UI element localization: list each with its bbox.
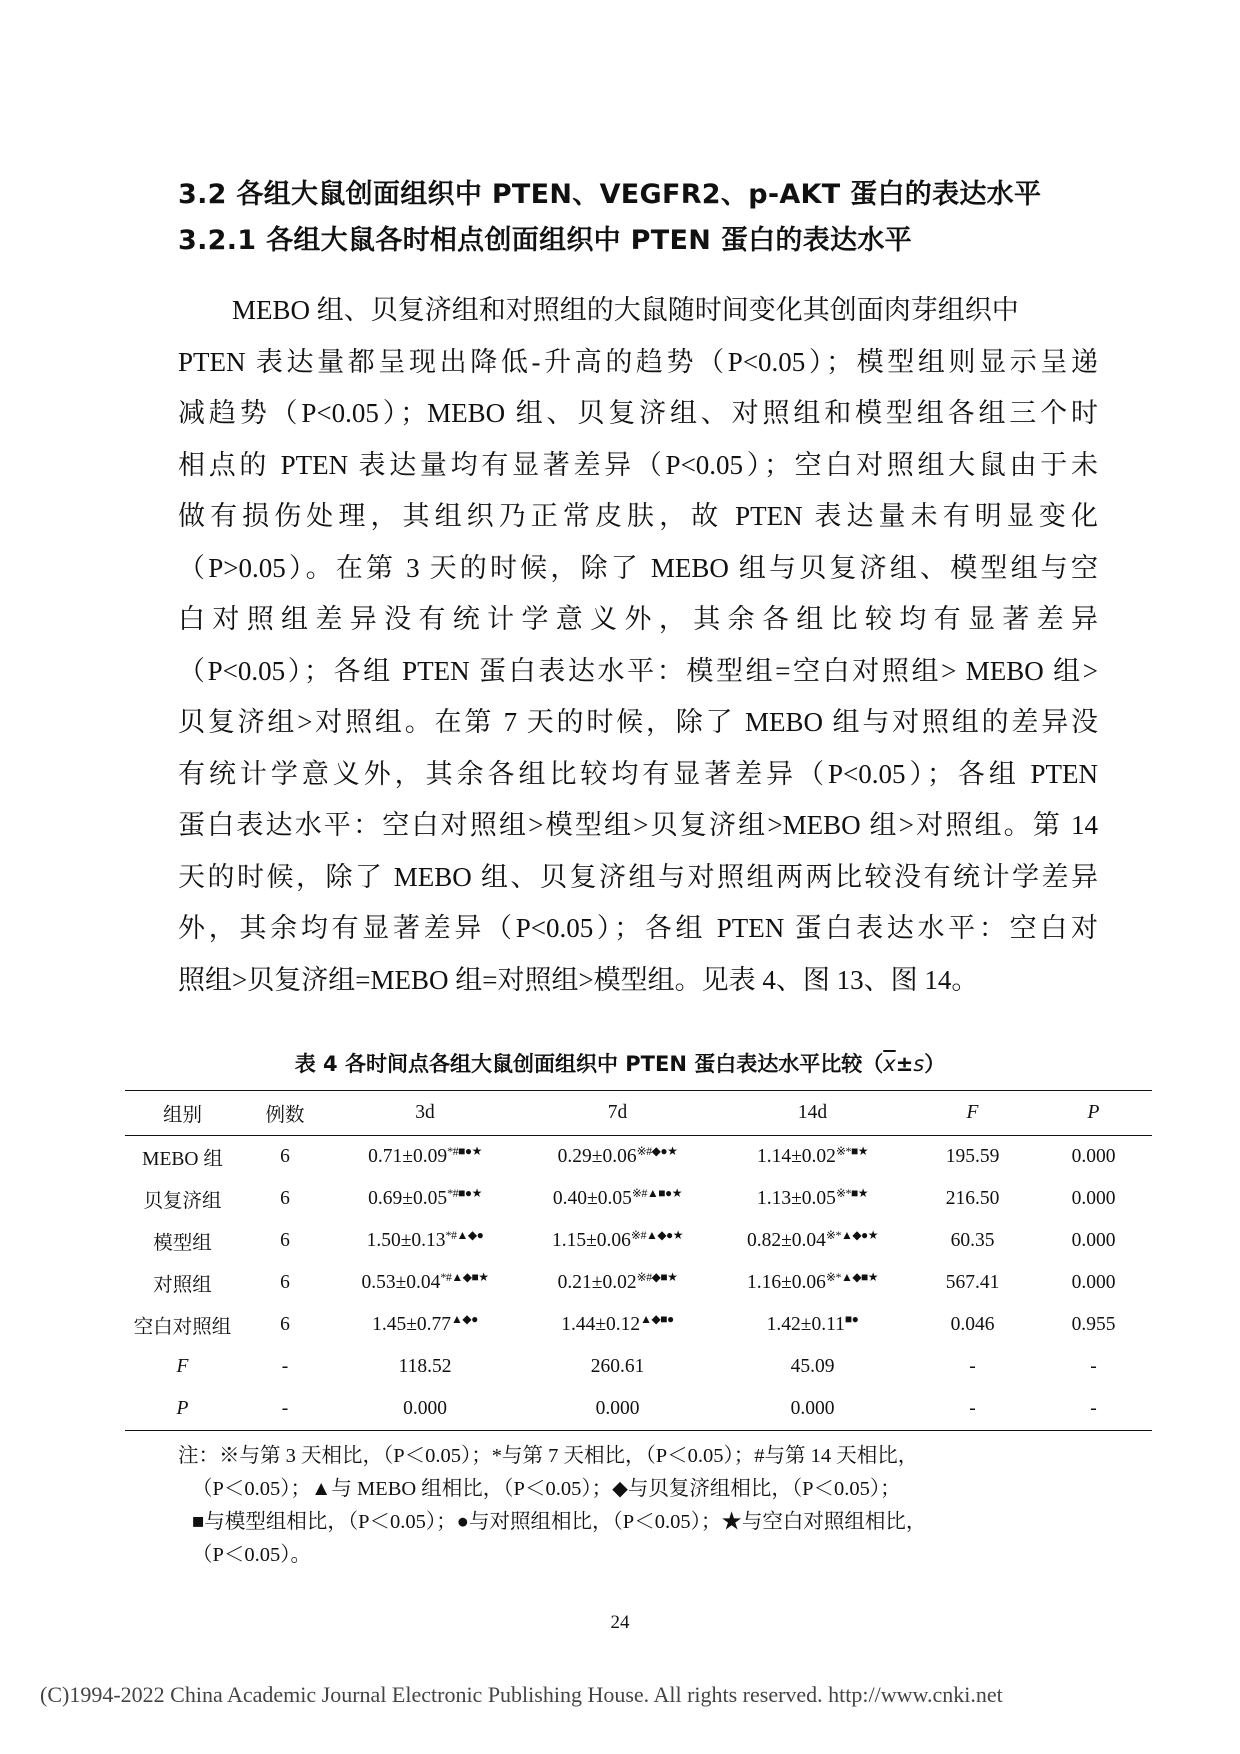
cell-group: 空白对照组 <box>133 1317 232 1338</box>
cell-p: 0.000 <box>1071 1146 1116 1167</box>
cell-row-label: F <box>176 1356 189 1377</box>
cell-n: 6 <box>280 1314 290 1335</box>
caption-text: 表 4 各时间点各组大鼠创面组织中 PTEN 蛋白表达水平比较（ <box>294 1052 884 1076</box>
footnote-line: （P＜0.05）。 <box>192 1544 312 1566</box>
significance-marks: ※#▲◆●★ <box>630 1228 684 1242</box>
cell-3d <box>330 1178 520 1220</box>
cell-n: 6 <box>280 1146 290 1167</box>
cell-n: 6 <box>280 1230 290 1251</box>
cell-value: 0.82±0.04 <box>746 1230 826 1251</box>
significance-marks: ※*■★ <box>835 1144 868 1158</box>
cell-group: 贝复济组 <box>143 1191 222 1212</box>
cell-value: 0.29±0.06 <box>557 1146 637 1167</box>
paragraph-line: 相点的 PTEN 表达量均有显著差异（P<0.05）；空白对照组大鼠由于未 <box>178 449 1098 480</box>
cell-p: 0.000 <box>1071 1272 1116 1293</box>
header-3d: 3d <box>330 1091 520 1136</box>
cell-7d <box>520 1178 715 1220</box>
cell-value: 1.44±0.12 <box>561 1314 641 1335</box>
cell-7d <box>520 1262 715 1304</box>
significance-marks: *#■●★ <box>447 1144 482 1158</box>
cell-14d <box>715 1220 910 1262</box>
cell-3d: 118.52 <box>398 1356 452 1377</box>
cell-value: 1.50±0.13 <box>366 1230 446 1251</box>
cell-f: 0.046 <box>950 1314 995 1335</box>
significance-marks: ※*▲◆■★ <box>825 1270 879 1284</box>
cell-n: - <box>281 1356 289 1377</box>
cell-7d: 260.61 <box>590 1356 645 1377</box>
cell-3d: 0.000 <box>330 1388 520 1431</box>
table-row-p-value <box>125 1388 1152 1431</box>
cell-value: 1.14±0.02 <box>756 1146 836 1167</box>
paragraph-line: 照组>贝复济组=MEBO 组=对照组>模型组。见表 4、图 13、图 14。 <box>178 964 979 995</box>
cell-row-label: P <box>125 1388 240 1431</box>
cell-value: 1.42±0.11 <box>766 1314 845 1335</box>
significance-marks: *#▲◆■★ <box>440 1270 489 1284</box>
results-paragraph <box>178 285 1098 1006</box>
caption-sd-symbol: s <box>913 1052 925 1076</box>
significance-marks: *#■●★ <box>447 1186 482 1200</box>
significance-marks: ■● <box>844 1312 859 1326</box>
cell-14d <box>715 1178 910 1220</box>
cell-value: 0.40±0.05 <box>552 1188 632 1209</box>
header-14d: 14d <box>715 1091 910 1136</box>
table-row-f-statistic <box>125 1346 1152 1388</box>
cell-value: 0.71±0.09 <box>368 1146 448 1167</box>
table-row <box>125 1178 1152 1220</box>
significance-marks: ※#▲■●★ <box>631 1186 683 1200</box>
caption-close: ） <box>924 1052 946 1076</box>
cell-value: 0.53±0.04 <box>361 1272 441 1293</box>
header-p: P <box>1035 1091 1152 1136</box>
paragraph-line: 外，其余均有显著差异（P<0.05）；各组 PTEN 蛋白表达水平：空白对 <box>178 913 1098 943</box>
paragraph-line: PTEN 表达量都呈现出降低-升高的趋势（P<0.05）；模型组则显示呈递 <box>178 346 1098 377</box>
footnote-line: （P＜0.05）；▲与 MEBO 组相比，（P＜0.05）；◆与贝复济组相比，（P＜0.05）； <box>192 1478 901 1500</box>
paragraph-line: （P<0.05）；各组 PTEN 蛋白表达水平：模型组=空白对照组> MEBO 组> <box>178 655 1098 686</box>
table-footnote <box>178 1440 1113 1572</box>
subsection-heading-3-2-1: 3.2.1 各组大鼠各时相点创面组织中 PTEN 蛋白的表达水平 <box>178 225 912 256</box>
cell-value: 1.13±0.05 <box>756 1188 836 1209</box>
cell-7d: 0.000 <box>520 1388 715 1431</box>
paragraph-line: 白对照组差异没有统计学意义外，其余各组比较均有显著差异 <box>178 604 1098 634</box>
cell-n: - <box>240 1388 330 1431</box>
cell-p: 0.000 <box>1071 1230 1116 1251</box>
pten-expression-table <box>125 1090 1152 1431</box>
table-header-row <box>125 1091 1152 1136</box>
cell-7d <box>520 1220 715 1262</box>
table-row <box>125 1220 1152 1262</box>
cell-value: 1.15±0.06 <box>551 1230 631 1251</box>
cell-value: 1.16±0.06 <box>746 1272 826 1293</box>
cell-p: - <box>1090 1356 1097 1377</box>
footnote-line: ■与模型组相比，（P＜0.05）；●与对照组相比，（P＜0.05）；★与空白对照组相比， <box>192 1511 927 1533</box>
significance-marks: ※#◆■★ <box>636 1270 678 1284</box>
cell-3d <box>330 1220 520 1262</box>
cell-7d <box>520 1136 715 1179</box>
cell-14d <box>715 1262 910 1304</box>
paragraph-line: MEBO 组、贝复济组和对照组的大鼠随时间变化其创面肉芽组织中 <box>232 295 1019 325</box>
header-f: F <box>910 1091 1035 1136</box>
paragraph-line: （P>0.05）。在第 3 天的时候，除了 MEBO 组与贝复济组、模型组与空 <box>178 552 1098 583</box>
significance-marks: ▲◆● <box>451 1312 478 1326</box>
cell-n: 6 <box>280 1272 290 1293</box>
caption-mean-symbol: $\overline{x}$ <box>883 1052 896 1076</box>
paragraph-line: 减趋势（P<0.05）；MEBO 组、贝复济组、对照组和模型组各组三个时 <box>178 398 1098 428</box>
significance-marks: ▲◆■● <box>640 1312 674 1326</box>
header-group: 组别 <box>125 1091 240 1136</box>
page-number: 24 <box>610 1612 630 1633</box>
cell-group: 对照组 <box>153 1275 212 1296</box>
cell-f: 60.35 <box>950 1230 995 1251</box>
cell-p: 0.000 <box>1071 1188 1116 1209</box>
cell-3d <box>330 1304 520 1346</box>
significance-marks: ※#◆●★ <box>636 1144 678 1158</box>
cell-value: 0.21±0.02 <box>557 1272 637 1293</box>
paragraph-line: 做有损伤处理，其组织乃正常皮肤，故 PTEN 表达量未有明显变化 <box>178 501 1098 531</box>
copyright-footer: (C)1994-2022 China Academic Journal Electronic Publishing House. All rights reserved. http://www.cnki.net <box>40 1682 1003 1707</box>
cell-7d <box>520 1304 715 1346</box>
cell-p: - <box>1035 1388 1152 1431</box>
cell-value: 1.45±0.77 <box>372 1314 452 1335</box>
caption-pm: ± <box>895 1052 914 1076</box>
paragraph-line: 有统计学意义外，其余各组比较均有显著差异（P<0.05）；各组 PTEN <box>178 758 1098 789</box>
cell-f: 567.41 <box>945 1272 1000 1293</box>
cell-3d <box>330 1262 520 1304</box>
cell-n: 6 <box>280 1188 290 1209</box>
header-n: 例数 <box>240 1091 330 1136</box>
footnote-line: 注：※与第 3 天相比，（P＜0.05）；*与第 7 天相比，（P＜0.05）；#与第 14 天相比， <box>178 1445 919 1467</box>
cell-f: 195.59 <box>945 1146 1000 1167</box>
table-row <box>125 1304 1152 1346</box>
paragraph-line: 蛋白表达水平：空白对照组>模型组>贝复济组>MEBO 组>对照组。第 14 <box>178 810 1098 840</box>
cell-p: 0.955 <box>1071 1314 1116 1335</box>
significance-marks: ※*■★ <box>835 1186 868 1200</box>
paragraph-line: 贝复济组>对照组。在第 7 天的时候，除了 MEBO 组与对照组的差异没 <box>178 707 1098 737</box>
significance-marks: *#▲◆● <box>445 1228 484 1242</box>
table-row <box>125 1136 1152 1179</box>
cell-14d: 45.09 <box>790 1356 835 1377</box>
table-caption <box>0 1048 1240 1078</box>
cell-group: 模型组 <box>153 1233 212 1254</box>
header-7d: 7d <box>520 1091 715 1136</box>
cell-14d: 0.000 <box>715 1388 910 1431</box>
table-row <box>125 1262 1152 1304</box>
cell-14d <box>715 1304 910 1346</box>
cell-f: - <box>910 1388 1035 1431</box>
section-heading-3-2: 3.2 各组大鼠创面组织中 PTEN、VEGFR2、p-AKT 蛋白的表达水平 <box>178 179 1042 210</box>
paragraph-line: 天的时候，除了 MEBO 组、贝复济组与对照组两两比较没有统计学差异 <box>178 861 1098 892</box>
cell-f: 216.50 <box>945 1188 1000 1209</box>
cell-f: - <box>969 1356 976 1377</box>
cell-3d <box>330 1136 520 1179</box>
cell-value: 0.69±0.05 <box>368 1188 448 1209</box>
cell-14d <box>715 1136 910 1179</box>
cell-group: MEBO 组 <box>142 1149 223 1170</box>
significance-marks: ※*▲◆●★ <box>825 1228 879 1242</box>
